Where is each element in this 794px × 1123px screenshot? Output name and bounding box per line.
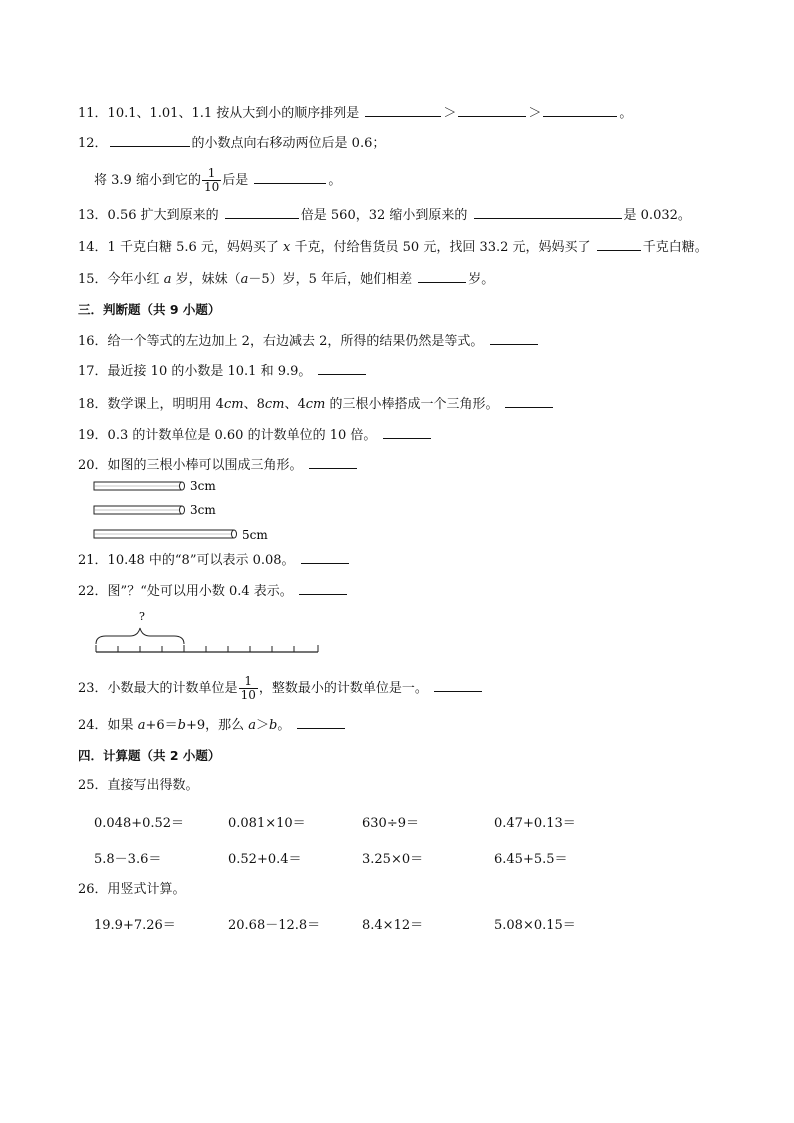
question-text: 用竖式计算。 <box>107 882 186 897</box>
question-19 <box>78 426 433 444</box>
question-12 <box>78 134 385 152</box>
question-text: 的小数点向右移动两位后是 0.6； <box>191 136 386 151</box>
question-text: 如图的三根小棒可以围成三角形。 <box>107 458 303 473</box>
question-number: 18． <box>78 397 108 412</box>
answer-blank[interactable] <box>318 362 366 375</box>
variable: a <box>137 718 146 733</box>
fraction: $\frac{1}{10}$ <box>240 674 256 702</box>
stick-1 <box>94 479 216 493</box>
question-text: 千克，付给售货员 50 元，找回 33.2 元，妈妈买了 <box>294 240 591 255</box>
vertical-calc-item: 19.9+7.26＝ <box>94 918 176 933</box>
answer-blank[interactable] <box>505 395 553 408</box>
question-text: 将 3.9 缩小到它的 <box>94 173 201 188</box>
question-16 <box>78 332 540 350</box>
question-text: 最近接 10 的小数是 10.1 和 9.9。 <box>107 364 312 379</box>
question-text: 直接写出得数。 <box>107 778 199 793</box>
question-20 <box>78 456 359 474</box>
stick-3-label: 5cm <box>242 528 268 542</box>
question-text: 小数最大的计数单位是 <box>107 681 238 696</box>
answer-blank[interactable] <box>418 270 466 283</box>
unit: cm <box>223 397 244 412</box>
question-25 <box>78 778 199 794</box>
question-text: +9，那么 <box>185 718 249 733</box>
question-text: 岁。 <box>468 272 495 287</box>
question-text: 数学课上，明明用 4 <box>107 397 224 412</box>
answer-blank[interactable] <box>434 679 482 692</box>
question-number: 12． <box>78 136 108 151</box>
calc-item: 0.081×10＝ <box>228 816 306 831</box>
question-number: 16． <box>78 334 108 349</box>
question-text: ＞ <box>256 718 270 733</box>
variable: b <box>177 718 186 733</box>
question-number: 14． <box>78 240 108 255</box>
answer-blank[interactable] <box>301 551 349 564</box>
calc-item: 5.8－3.6＝ <box>94 852 162 867</box>
fraction: $\frac{1}{10}$ <box>203 166 220 194</box>
vertical-calc-item: 8.4×12＝ <box>362 918 424 933</box>
unit: cm <box>305 397 326 412</box>
answer-blank[interactable] <box>383 426 431 439</box>
question-text: 是 0.032。 <box>623 208 691 223</box>
variable: a <box>248 718 257 733</box>
answer-blank[interactable] <box>474 206 622 219</box>
question-24 <box>78 716 347 734</box>
variable: b <box>269 718 278 733</box>
question-number: 24． <box>78 718 108 733</box>
question-text: 岁，妹妹（ <box>175 272 241 287</box>
stick-2 <box>94 503 216 517</box>
question-text: +6＝ <box>145 718 178 733</box>
question-text: 图”？“处可以用小数 0.4 表示。 <box>107 584 293 599</box>
question-26 <box>78 882 186 898</box>
question-text: 10.48 中的“8”可以表示 0.08。 <box>107 553 295 568</box>
calc-item: 0.47+0.13＝ <box>494 816 576 831</box>
number-line-ticks <box>96 645 318 652</box>
variable: a <box>163 272 172 287</box>
calc-item: 0.048+0.52＝ <box>94 816 185 831</box>
question-text: －5）岁，5 年后，她们相差 <box>248 272 413 287</box>
question-number: 23． <box>78 681 108 696</box>
question-number: 25． <box>78 778 108 793</box>
question-number: 26． <box>78 882 108 897</box>
question-14 <box>78 238 708 256</box>
question-23 <box>78 674 484 704</box>
question-text: 0.56 扩大到原来的 <box>107 208 219 223</box>
number-line-figure <box>90 608 330 658</box>
answer-blank[interactable] <box>458 104 526 117</box>
answer-blank[interactable] <box>225 206 299 219</box>
answer-blank[interactable] <box>297 716 345 729</box>
answer-blank[interactable] <box>110 134 190 147</box>
question-text: 千克白糖。 <box>642 240 708 255</box>
calc-item: 0.52+0.4＝ <box>228 852 302 867</box>
brace-question-mark: ? <box>139 610 145 623</box>
unit: cm <box>264 397 285 412</box>
question-21 <box>78 551 351 569</box>
question-text: 给一个等式的左边加上 2，右边减去 2，所得的结果仍然是等式。 <box>107 334 484 349</box>
punctuation: 。 <box>619 106 633 121</box>
punctuation: 。 <box>328 173 342 188</box>
calc-item: 630÷9＝ <box>362 816 419 831</box>
greater-than-symbol: ＞ <box>443 106 457 121</box>
question-text: 的三根小棒搭成一个三角形。 <box>325 397 499 412</box>
sticks-figure <box>88 476 288 546</box>
stick-1-label: 3cm <box>190 479 216 493</box>
question-text: 。 <box>277 718 291 733</box>
question-text: 今年小红 <box>107 272 160 287</box>
section-title-calculation: 四．计算题（共 2 小题） <box>78 748 221 763</box>
answer-blank[interactable] <box>543 104 617 117</box>
variable: x <box>283 240 291 255</box>
answer-blank[interactable] <box>490 332 538 345</box>
section-title-judgement: 三．判断题（共 9 小题） <box>78 302 221 317</box>
vertical-calc-item: 20.68－12.8＝ <box>228 918 321 933</box>
calc-item: 3.25×0＝ <box>362 852 424 867</box>
curly-brace <box>96 628 184 644</box>
question-11 <box>78 104 632 122</box>
question-text: 倍是 560，32 缩小到原来的 <box>300 208 468 223</box>
answer-blank[interactable] <box>254 171 326 184</box>
question-18 <box>78 395 555 413</box>
question-22 <box>78 582 349 600</box>
question-text: ，整数最小的计数单位是一。 <box>258 681 428 696</box>
question-text: 10.1、1.01、1.1 按从大到小的顺序排列是 <box>107 106 360 121</box>
question-number: 15． <box>78 272 108 287</box>
answer-blank[interactable] <box>309 456 357 469</box>
question-15 <box>78 270 494 288</box>
question-13 <box>78 206 691 224</box>
question-number: 17． <box>78 364 108 379</box>
answer-blank[interactable] <box>299 582 347 595</box>
greater-than-symbol: ＞ <box>528 106 542 121</box>
question-text: 如果 <box>107 718 138 733</box>
question-text: 0.3 的计数单位是 0.60 的计数单位的 10 倍。 <box>107 428 377 443</box>
question-text: 后是 <box>222 173 249 188</box>
question-text: 、8 <box>243 397 265 412</box>
question-number: 21． <box>78 553 108 568</box>
question-number: 13． <box>78 208 108 223</box>
calc-item: 6.45+5.5＝ <box>494 852 568 867</box>
question-text: 1 千克白糖 5.6 元，妈妈买了 <box>107 240 279 255</box>
question-number: 19． <box>78 428 108 443</box>
variable: a <box>240 272 249 287</box>
vertical-calc-item: 5.08×0.15＝ <box>494 918 576 933</box>
question-17 <box>78 362 368 380</box>
answer-blank[interactable] <box>597 238 641 251</box>
stick-3 <box>94 528 268 542</box>
question-number: 22． <box>78 584 108 599</box>
question-number: 11． <box>78 106 108 121</box>
question-text: 、4 <box>284 397 306 412</box>
stick-2-label: 3cm <box>190 503 216 517</box>
question-12-part-2 <box>94 166 341 196</box>
question-number: 20． <box>78 458 108 473</box>
answer-blank[interactable] <box>365 104 441 117</box>
